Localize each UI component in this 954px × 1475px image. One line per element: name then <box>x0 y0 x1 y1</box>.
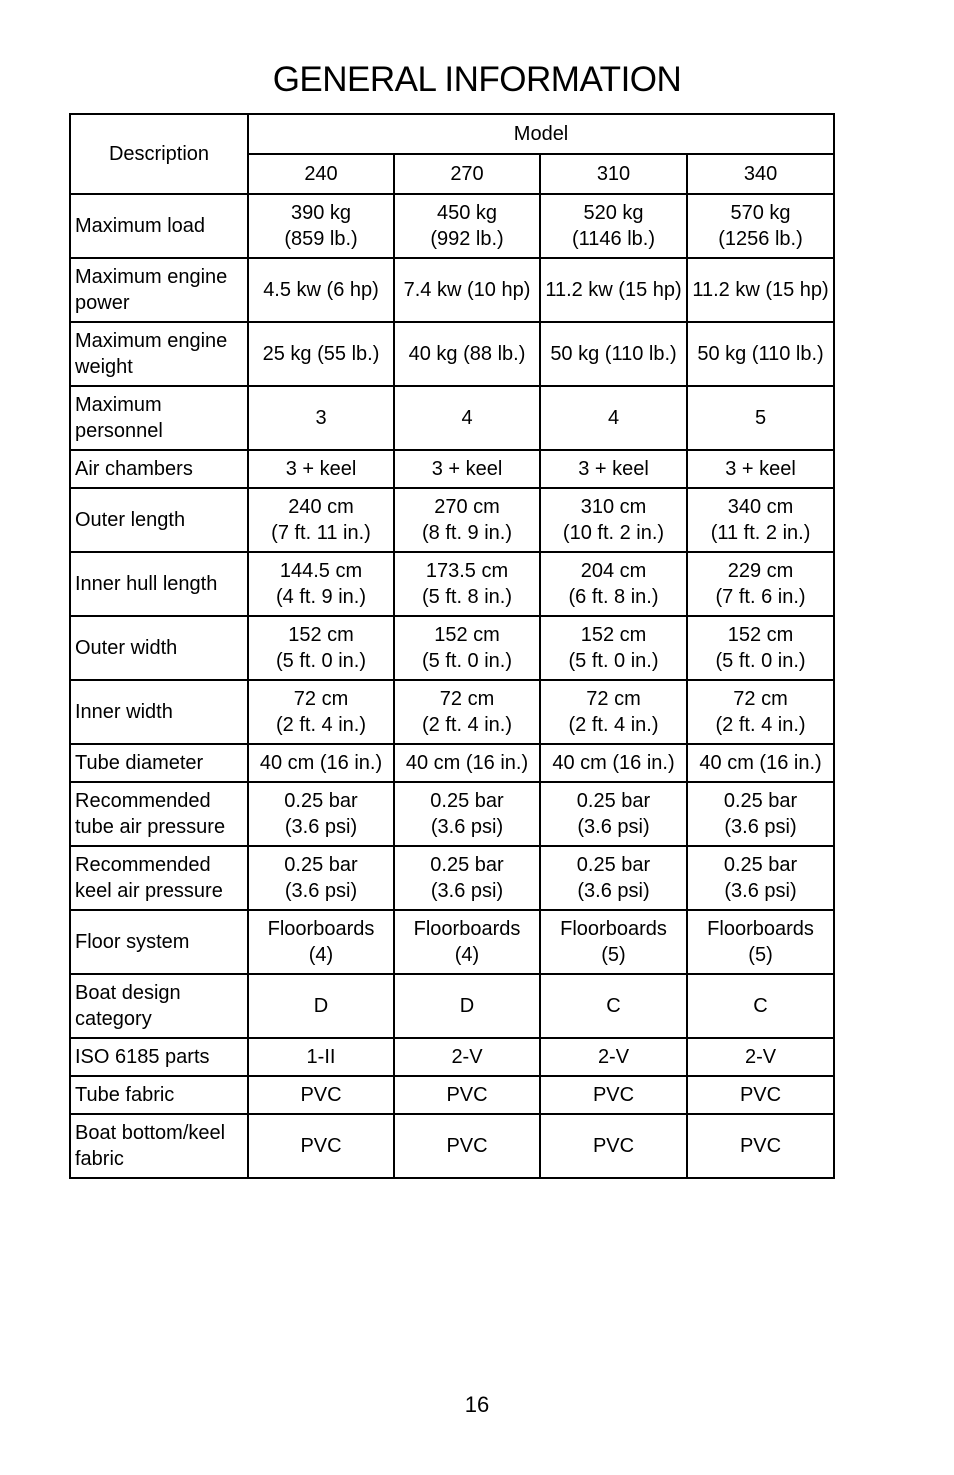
row-label: Maximum load <box>70 194 248 258</box>
table-cell: D <box>394 974 540 1038</box>
table-row <box>70 488 834 552</box>
table-row <box>70 1038 834 1076</box>
table-cell: 520 kg (1146 lb.) <box>540 194 687 258</box>
table-cell: 0.25 bar (3.6 psi) <box>394 782 540 846</box>
table-cell: 11.2 kw (15 hp) <box>540 258 687 322</box>
table-cell: 3 + keel <box>540 450 687 488</box>
row-label: Air chambers <box>70 450 248 488</box>
table-cell: Floorboards (4) <box>248 910 394 974</box>
table-row <box>70 386 834 450</box>
table-cell: 229 cm (7 ft. 6 in.) <box>687 552 834 616</box>
model-header-240: 240 <box>248 154 394 194</box>
table-cell: 340 cm (11 ft. 2 in.) <box>687 488 834 552</box>
page-number: 16 <box>464 1392 490 1417</box>
table-cell: 240 cm (7 ft. 11 in.) <box>248 488 394 552</box>
table-cell: 3 + keel <box>394 450 540 488</box>
table-cell: 4.5 kw (6 hp) <box>248 258 394 322</box>
page-title: GENERAL INFORMATION <box>272 60 682 99</box>
table-cell: 0.25 bar (3.6 psi) <box>394 846 540 910</box>
column-header-model: Model <box>248 114 834 154</box>
table-cell: 0.25 bar (3.6 psi) <box>248 846 394 910</box>
table-cell: 50 kg (110 lb.) <box>687 322 834 386</box>
table-cell: Floorboards (4) <box>394 910 540 974</box>
table-cell: 5 <box>687 386 834 450</box>
table-row <box>70 782 834 846</box>
table-cell: 25 kg (55 lb.) <box>248 322 394 386</box>
table-row <box>70 616 834 680</box>
table-cell: 390 kg (859 lb.) <box>248 194 394 258</box>
header-row-model <box>70 114 834 154</box>
table-row <box>70 974 834 1038</box>
table-row <box>70 1114 834 1178</box>
specifications-table <box>69 113 835 1179</box>
table-cell: 40 cm (16 in.) <box>394 744 540 782</box>
model-header-270: 270 <box>394 154 540 194</box>
table-cell: 144.5 cm (4 ft. 9 in.) <box>248 552 394 616</box>
table-cell: 2-V <box>394 1038 540 1076</box>
table-cell: 152 cm (5 ft. 0 in.) <box>540 616 687 680</box>
table-cell: 2-V <box>540 1038 687 1076</box>
row-label: Tube fabric <box>70 1076 248 1114</box>
table-row <box>70 322 834 386</box>
table-row <box>70 910 834 974</box>
row-label: Recommended tube air pressure <box>70 782 248 846</box>
table-cell: 3 <box>248 386 394 450</box>
table-row <box>70 552 834 616</box>
table-cell: 3 + keel <box>687 450 834 488</box>
table-cell: 3 + keel <box>248 450 394 488</box>
table-cell: 0.25 bar (3.6 psi) <box>687 846 834 910</box>
table-cell: PVC <box>540 1114 687 1178</box>
table-row <box>70 450 834 488</box>
table-cell: 0.25 bar (3.6 psi) <box>540 782 687 846</box>
table-cell: C <box>687 974 834 1038</box>
row-label: Maximum personnel <box>70 386 248 450</box>
table-cell: 7.4 kw (10 hp) <box>394 258 540 322</box>
table-cell: Floorboards (5) <box>687 910 834 974</box>
table-row <box>70 680 834 744</box>
model-header-340: 340 <box>687 154 834 194</box>
table-cell: PVC <box>394 1076 540 1114</box>
row-label: Inner hull length <box>70 552 248 616</box>
table-cell: PVC <box>687 1076 834 1114</box>
table-cell: 40 kg (88 lb.) <box>394 322 540 386</box>
table-cell: 72 cm (2 ft. 4 in.) <box>540 680 687 744</box>
table-cell: 270 cm (8 ft. 9 in.) <box>394 488 540 552</box>
table-cell: 2-V <box>687 1038 834 1076</box>
table-row <box>70 846 834 910</box>
row-label: Recommended keel air pressure <box>70 846 248 910</box>
table-row <box>70 194 834 258</box>
row-label: Tube diameter <box>70 744 248 782</box>
row-label: Outer width <box>70 616 248 680</box>
table-cell: 40 cm (16 in.) <box>687 744 834 782</box>
table-cell: 152 cm (5 ft. 0 in.) <box>394 616 540 680</box>
table-cell: 0.25 bar (3.6 psi) <box>540 846 687 910</box>
row-label: Outer length <box>70 488 248 552</box>
row-label: Maximum engine power <box>70 258 248 322</box>
table-cell: 0.25 bar (3.6 psi) <box>687 782 834 846</box>
table-cell: 40 cm (16 in.) <box>248 744 394 782</box>
table-cell: 11.2 kw (15 hp) <box>687 258 834 322</box>
row-label: Boat design category <box>70 974 248 1038</box>
column-header-description: Description <box>70 114 248 194</box>
table-cell: 72 cm (2 ft. 4 in.) <box>687 680 834 744</box>
table-cell: 204 cm (6 ft. 8 in.) <box>540 552 687 616</box>
model-header-310: 310 <box>540 154 687 194</box>
row-label: Inner width <box>70 680 248 744</box>
table-cell: 50 kg (110 lb.) <box>540 322 687 386</box>
table-cell: 4 <box>394 386 540 450</box>
table-cell: PVC <box>687 1114 834 1178</box>
table-cell: PVC <box>540 1076 687 1114</box>
row-label: ISO 6185 parts <box>70 1038 248 1076</box>
table-cell: 450 kg (992 lb.) <box>394 194 540 258</box>
table-cell: 152 cm (5 ft. 0 in.) <box>687 616 834 680</box>
table-cell: D <box>248 974 394 1038</box>
table-row <box>70 744 834 782</box>
table-cell: PVC <box>394 1114 540 1178</box>
table-cell: 152 cm (5 ft. 0 in.) <box>248 616 394 680</box>
table-cell: 4 <box>540 386 687 450</box>
table-row <box>70 1076 834 1114</box>
table-cell: C <box>540 974 687 1038</box>
table-cell: PVC <box>248 1076 394 1114</box>
table-cell: 1-II <box>248 1038 394 1076</box>
row-label: Maximum engine weight <box>70 322 248 386</box>
table-cell: 72 cm (2 ft. 4 in.) <box>248 680 394 744</box>
table-cell: 570 kg (1256 lb.) <box>687 194 834 258</box>
table-cell: PVC <box>248 1114 394 1178</box>
table-cell: 173.5 cm (5 ft. 8 in.) <box>394 552 540 616</box>
row-label: Floor system <box>70 910 248 974</box>
table-row <box>70 258 834 322</box>
table-cell: Floorboards (5) <box>540 910 687 974</box>
specifications-body <box>70 194 834 1178</box>
table-cell: 0.25 bar (3.6 psi) <box>248 782 394 846</box>
table-cell: 72 cm (2 ft. 4 in.) <box>394 680 540 744</box>
row-label: Boat bottom/keel fabric <box>70 1114 248 1178</box>
table-cell: 310 cm (10 ft. 2 in.) <box>540 488 687 552</box>
table-cell: 40 cm (16 in.) <box>540 744 687 782</box>
